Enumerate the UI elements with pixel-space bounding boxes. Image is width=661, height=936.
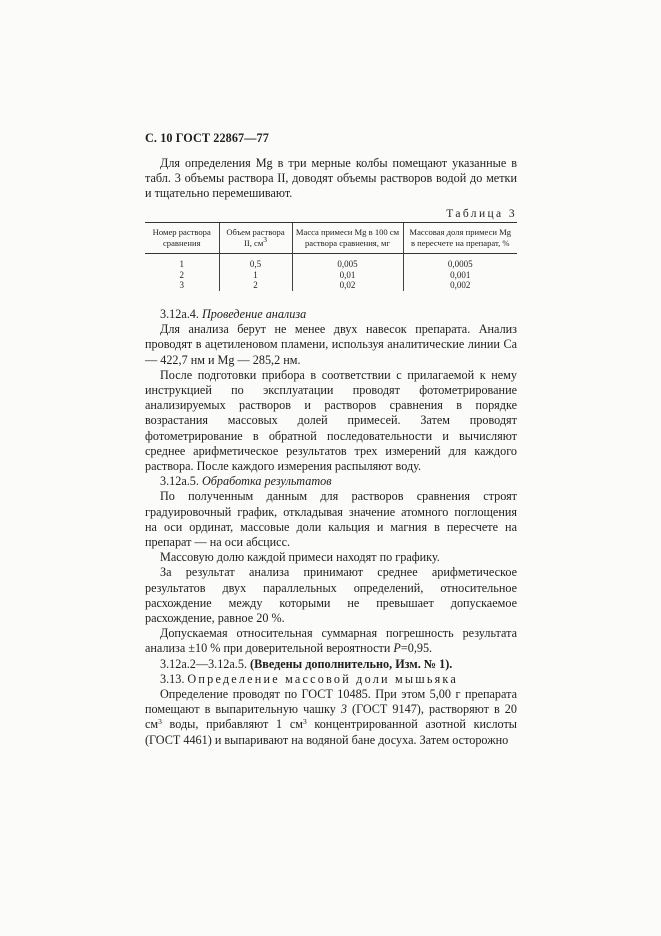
table-caption: Таблица 3 [446, 208, 517, 220]
paragraph: За результат анализа принимают среднее арифметическое результатов двух параллельных определений, относительное расхождение между которыми не превышает допускаемое расхождение, равное 20 %. [145, 565, 517, 626]
paragraph: Для анализа берут не менее двух навесок препарата. Анализ проводят в ацетиленовом пламени, используя аналитические линии Са — 422,7 нм и Mg — 285,2 нм. [145, 322, 517, 367]
paragraph: Допускаемая относительная суммарная погрешность результата анализа ±10 % при доверительной вероятности Р=0,95. [145, 626, 517, 656]
table-cell: 0,0005 [403, 254, 517, 270]
table-3 [145, 222, 517, 291]
table-cell: 3 [179, 280, 184, 290]
paragraph: Определение проводят по ГОСТ 10485. При этом 5,00 г препарата помещают в выпарительную чашку 3 (ГОСТ 9147), растворяют в 20 $см^3$ воды, прибавляют 1 $см^3$ концентрированной азотной кислоты (ГОСТ 4461) и выпаривают на водяной бане досуха. Затем осторожно [145, 687, 517, 747]
paragraph: По полученным данным для растворов сравнения строят градуировочный график, откладывая значение атомного поглощения на оси ординат, массовые доли кальция и магния в пересчете на препарат — на оси абсцисс. [145, 489, 517, 550]
table-cell: 0,02 [292, 280, 403, 291]
table-cell: 1 [219, 270, 292, 281]
table-cell: 1 [179, 259, 184, 269]
page-header: С. 10 ГОСТ 22867—77 [145, 131, 269, 145]
col-header-mass-fraction: Массовая доля примеси Mg в пересчете на препарат, % [403, 223, 517, 254]
table-cell: 0,001 [403, 270, 517, 281]
section-heading-3-12a-5: 3.12а.5. Обработка результатов [160, 474, 332, 489]
paragraph: Массовую долю каждой примеси находят по графику. [160, 550, 440, 565]
body-text [145, 307, 517, 748]
col-header-mass-mg: Масса примеси Mg в 100 см раствора сравнения, мг [292, 223, 403, 254]
paragraph: После подготовки прибора в соответствии с прилагаемой к нему инструкцией по эксплуатации проводят фотометрирование анализируемых растворов и растворов сравнения в порядке возрастания массовых долей примесей. Затем проводят фотометрирование в обратной последовательности и вычисляют среднее арифметическое результатов трех измерений для каждого раствора. После каждого измерения распыляют воду. [145, 367, 517, 474]
table-cell: 0,002 [403, 280, 517, 291]
intro-paragraph: Для определения Mg в три мерные колбы помещают указанные в табл. 3 объемы раствора II, доводят объемы растворов водой до метки и тщательно перемешивают. [145, 156, 517, 201]
col-header-solution-number: Номер раствора сравнения [145, 223, 219, 254]
table-cell: 0,01 [292, 270, 403, 281]
table-cell: 2 [219, 280, 292, 291]
table-row [145, 270, 517, 281]
table-header-row [145, 223, 517, 254]
col-header-volume: Объем раствора II, $см^3$ [219, 223, 292, 254]
section-heading-3-12a-4: 3.12а.4. Проведение анализа [160, 307, 307, 321]
table-cell: 0,5 [219, 254, 292, 270]
table-row [145, 280, 517, 291]
table-cell: 0,005 [292, 254, 403, 270]
intro-block [145, 156, 517, 202]
section-heading-3-13: 3.13. Определение массовой доли мышьяка [160, 671, 458, 686]
amendment-note: 3.12а.2—3.12а.5. (Введены дополнительно, Изм. № 1). [160, 656, 453, 671]
table-cell: 2 [179, 269, 184, 280]
table-row [145, 254, 517, 270]
